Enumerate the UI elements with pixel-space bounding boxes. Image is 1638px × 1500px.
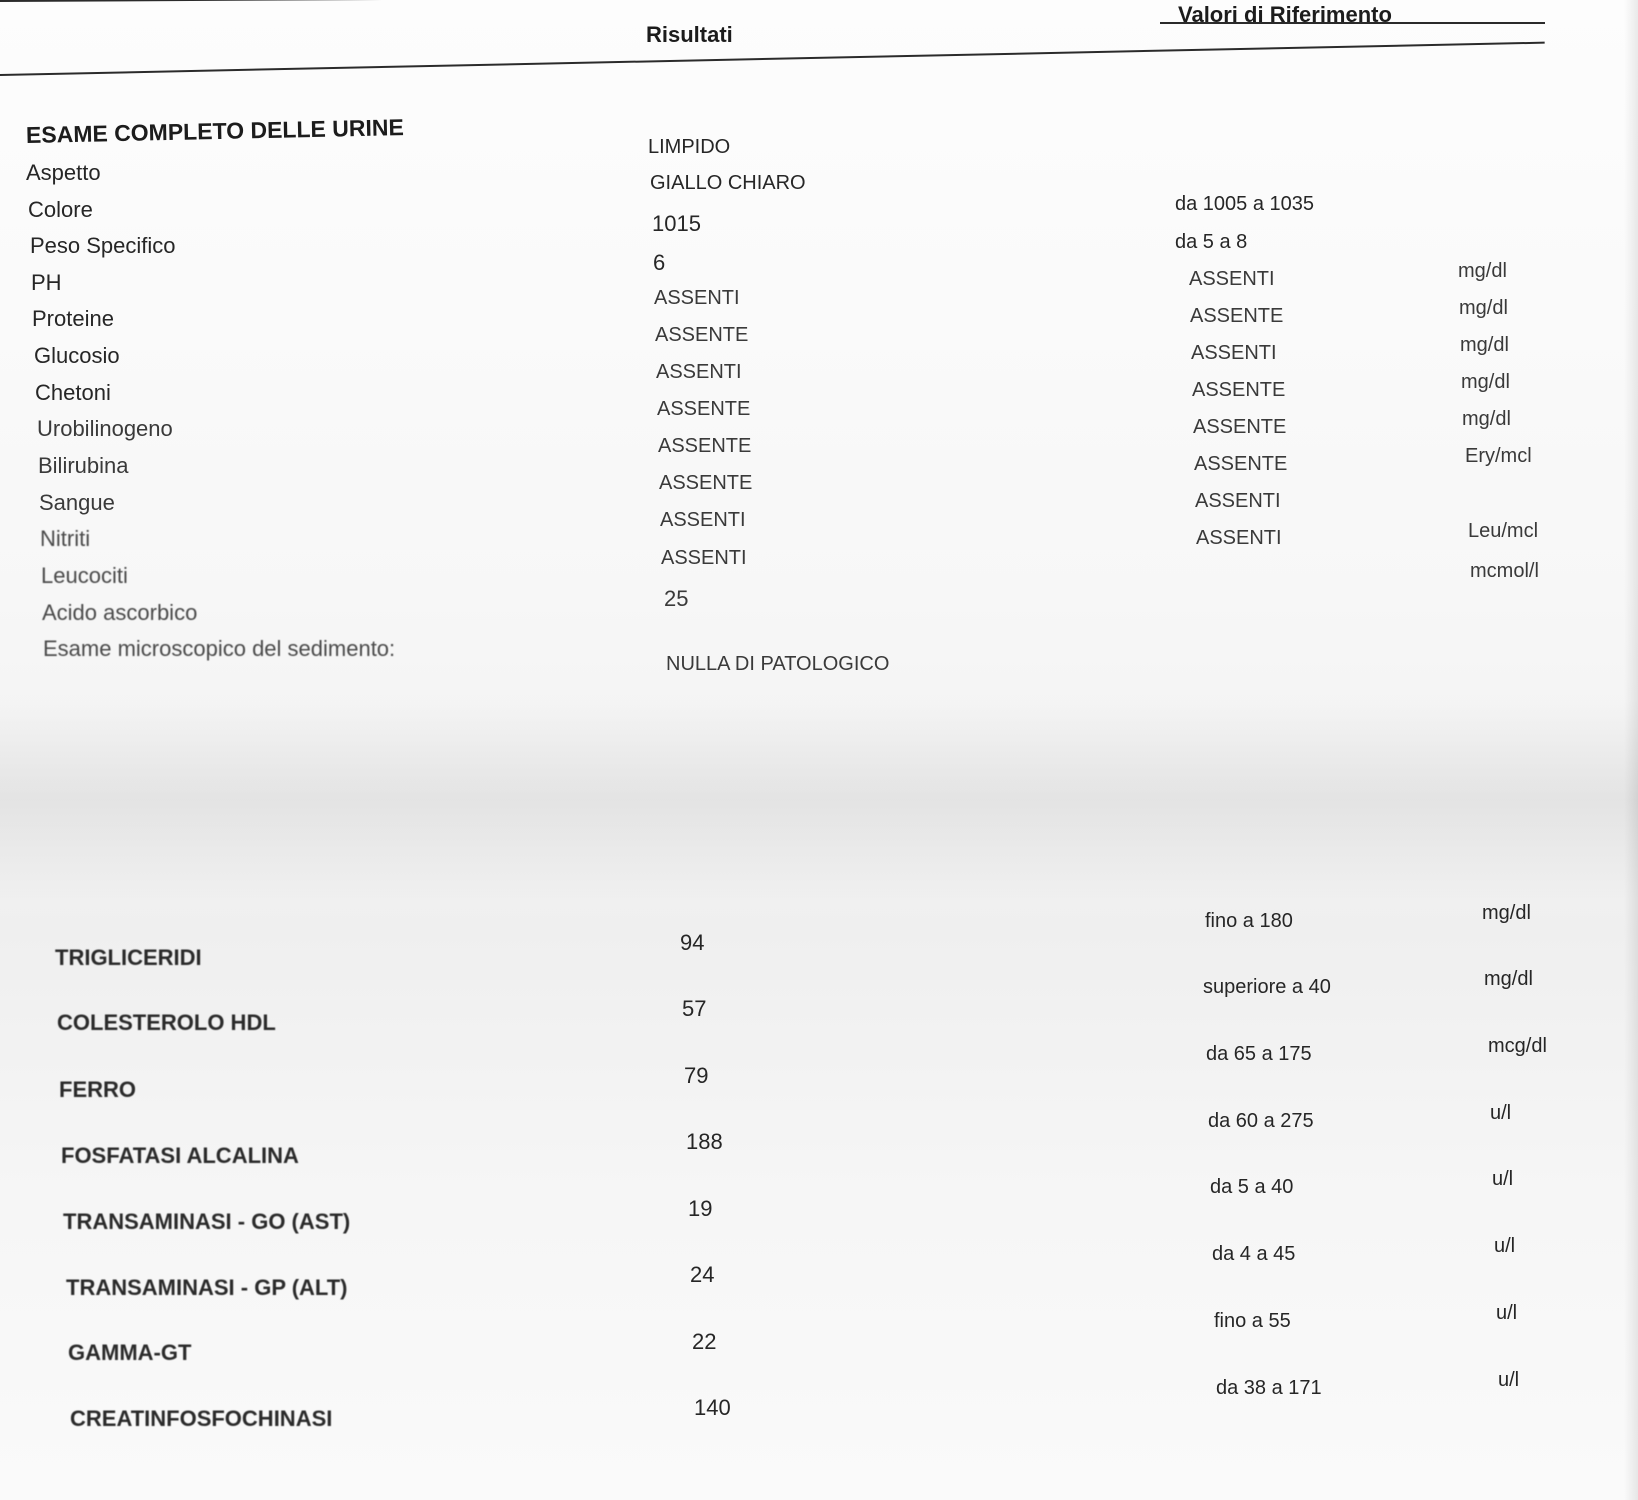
blood-test-result: 140 (694, 1395, 731, 1420)
urine-row-name: Peso Specifico (30, 233, 176, 258)
urine-row-result: ASSENTE (658, 435, 752, 457)
urine-row-reference: ASSENTE (1193, 416, 1287, 438)
urine-row-name: Aspetto (26, 160, 101, 185)
urine-row-unit: Ery/mcl (1465, 445, 1532, 467)
blood-test-reference: superiore a 40 (1203, 976, 1331, 998)
urine-row-reference: da 1005 a 1035 (1175, 193, 1315, 215)
urine-row-unit: mg/dl (1461, 371, 1510, 393)
blood-test-name: FERRO (59, 1077, 136, 1102)
urine-row-reference: ASSENTI (1196, 527, 1282, 549)
urine-row-reference: ASSENTI (1195, 490, 1281, 512)
urine-row-name: Glucosio (34, 343, 120, 368)
urine-row-name: Bilirubina (38, 453, 129, 478)
urine-row-unit: mg/dl (1458, 260, 1507, 282)
blood-test-result: 188 (686, 1129, 723, 1154)
urine-row-result: GIALLO CHIARO (650, 172, 806, 194)
blood-test-unit: mg/dl (1484, 968, 1533, 990)
blood-test-unit: mg/dl (1482, 902, 1531, 924)
urine-row-result: ASSENTI (654, 287, 740, 309)
sediment-label: Esame microscopico del sedimento: (43, 636, 396, 661)
urine-row-result: ASSENTI (660, 509, 746, 531)
urine-row-result: ASSENTI (661, 547, 747, 569)
blood-test-result: 19 (688, 1196, 713, 1221)
urine-row-name: PH (31, 270, 62, 295)
urine-row-name: Leucociti (41, 563, 128, 588)
blood-test-reference: da 60 a 275 (1208, 1110, 1314, 1132)
blood-test-reference: fino a 180 (1205, 910, 1293, 932)
urine-row-result: ASSENTE (655, 324, 749, 346)
blood-test-reference: da 4 a 45 (1212, 1243, 1296, 1265)
urine-row-unit: mg/dl (1460, 334, 1509, 356)
urine-row-result: ASSENTI (656, 361, 742, 383)
urine-row-name: Nitriti (40, 526, 91, 551)
blood-test-reference: da 65 a 175 (1206, 1043, 1312, 1065)
blood-test-name: TRIGLICERIDI (55, 945, 202, 970)
urine-row-name: Urobilinogeno (37, 416, 173, 441)
blood-test-unit: u/l (1498, 1369, 1520, 1391)
urine-row-reference: ASSENTE (1192, 379, 1286, 401)
urine-row-name: Colore (28, 197, 93, 222)
blood-test-reference: da 5 a 40 (1210, 1176, 1294, 1198)
blood-test-name: FOSFATASI ALCALINA (61, 1143, 299, 1168)
sediment-result: NULLA DI PATOLOGICO (666, 653, 890, 675)
blood-test-name: CREATINFOSFOCHINASI (70, 1406, 333, 1431)
results-header: Risultati (646, 22, 733, 47)
blood-test-result: 79 (684, 1063, 709, 1088)
blood-test-reference: da 38 a 171 (1216, 1377, 1322, 1399)
blood-test-unit: mcg/dl (1488, 1035, 1547, 1057)
urine-section-title: ESAME COMPLETO DELLE URINE (25, 114, 405, 148)
urine-row-reference: ASSENTE (1190, 305, 1284, 327)
blood-test-unit: u/l (1494, 1235, 1516, 1257)
urine-row-reference: ASSENTI (1191, 342, 1277, 364)
urine-row-result: 6 (653, 250, 666, 275)
blood-test-unit: u/l (1492, 1168, 1514, 1190)
urine-row-reference: da 5 a 8 (1175, 231, 1248, 253)
urine-row-result: ASSENTE (657, 398, 751, 420)
urine-row-name: Proteine (32, 306, 114, 331)
urine-row-unit: mcmol/l (1470, 560, 1539, 582)
urine-row-result: LIMPIDO (648, 136, 731, 158)
blood-test-unit: u/l (1490, 1102, 1512, 1124)
blood-test-unit: u/l (1496, 1302, 1518, 1324)
blood-test-reference: fino a 55 (1214, 1310, 1291, 1332)
blood-test-name: GAMMA-GT (68, 1340, 192, 1365)
urine-row-name: Acido ascorbico (42, 600, 198, 625)
reference-header: Valori di Riferimento (1178, 2, 1392, 27)
urine-row-name: Sangue (39, 490, 115, 515)
blood-test-name: COLESTEROLO HDL (57, 1010, 276, 1035)
blood-test-result: 57 (682, 996, 707, 1021)
blood-test-name: TRANSAMINASI - GP (ALT) (66, 1275, 348, 1300)
blood-test-result: 24 (690, 1262, 715, 1287)
urine-row-unit: Leu/mcl (1468, 520, 1539, 542)
urine-row-result: 1015 (652, 211, 701, 236)
urine-row-result: 25 (664, 586, 689, 611)
scan-shadow (0, 700, 1638, 900)
page-edge (1624, 0, 1638, 1500)
blood-test-result: 22 (692, 1329, 717, 1354)
urine-row-unit: mg/dl (1462, 408, 1511, 430)
urine-row-result: ASSENTE (659, 472, 753, 494)
urine-row-unit: mg/dl (1459, 297, 1508, 319)
urine-row-name: Chetoni (35, 380, 111, 405)
blood-test-name: TRANSAMINASI - GO (AST) (63, 1209, 351, 1234)
blood-test-result: 94 (680, 930, 705, 955)
urine-row-reference: ASSENTE (1194, 453, 1288, 475)
urine-row-reference: ASSENTI (1189, 268, 1275, 290)
